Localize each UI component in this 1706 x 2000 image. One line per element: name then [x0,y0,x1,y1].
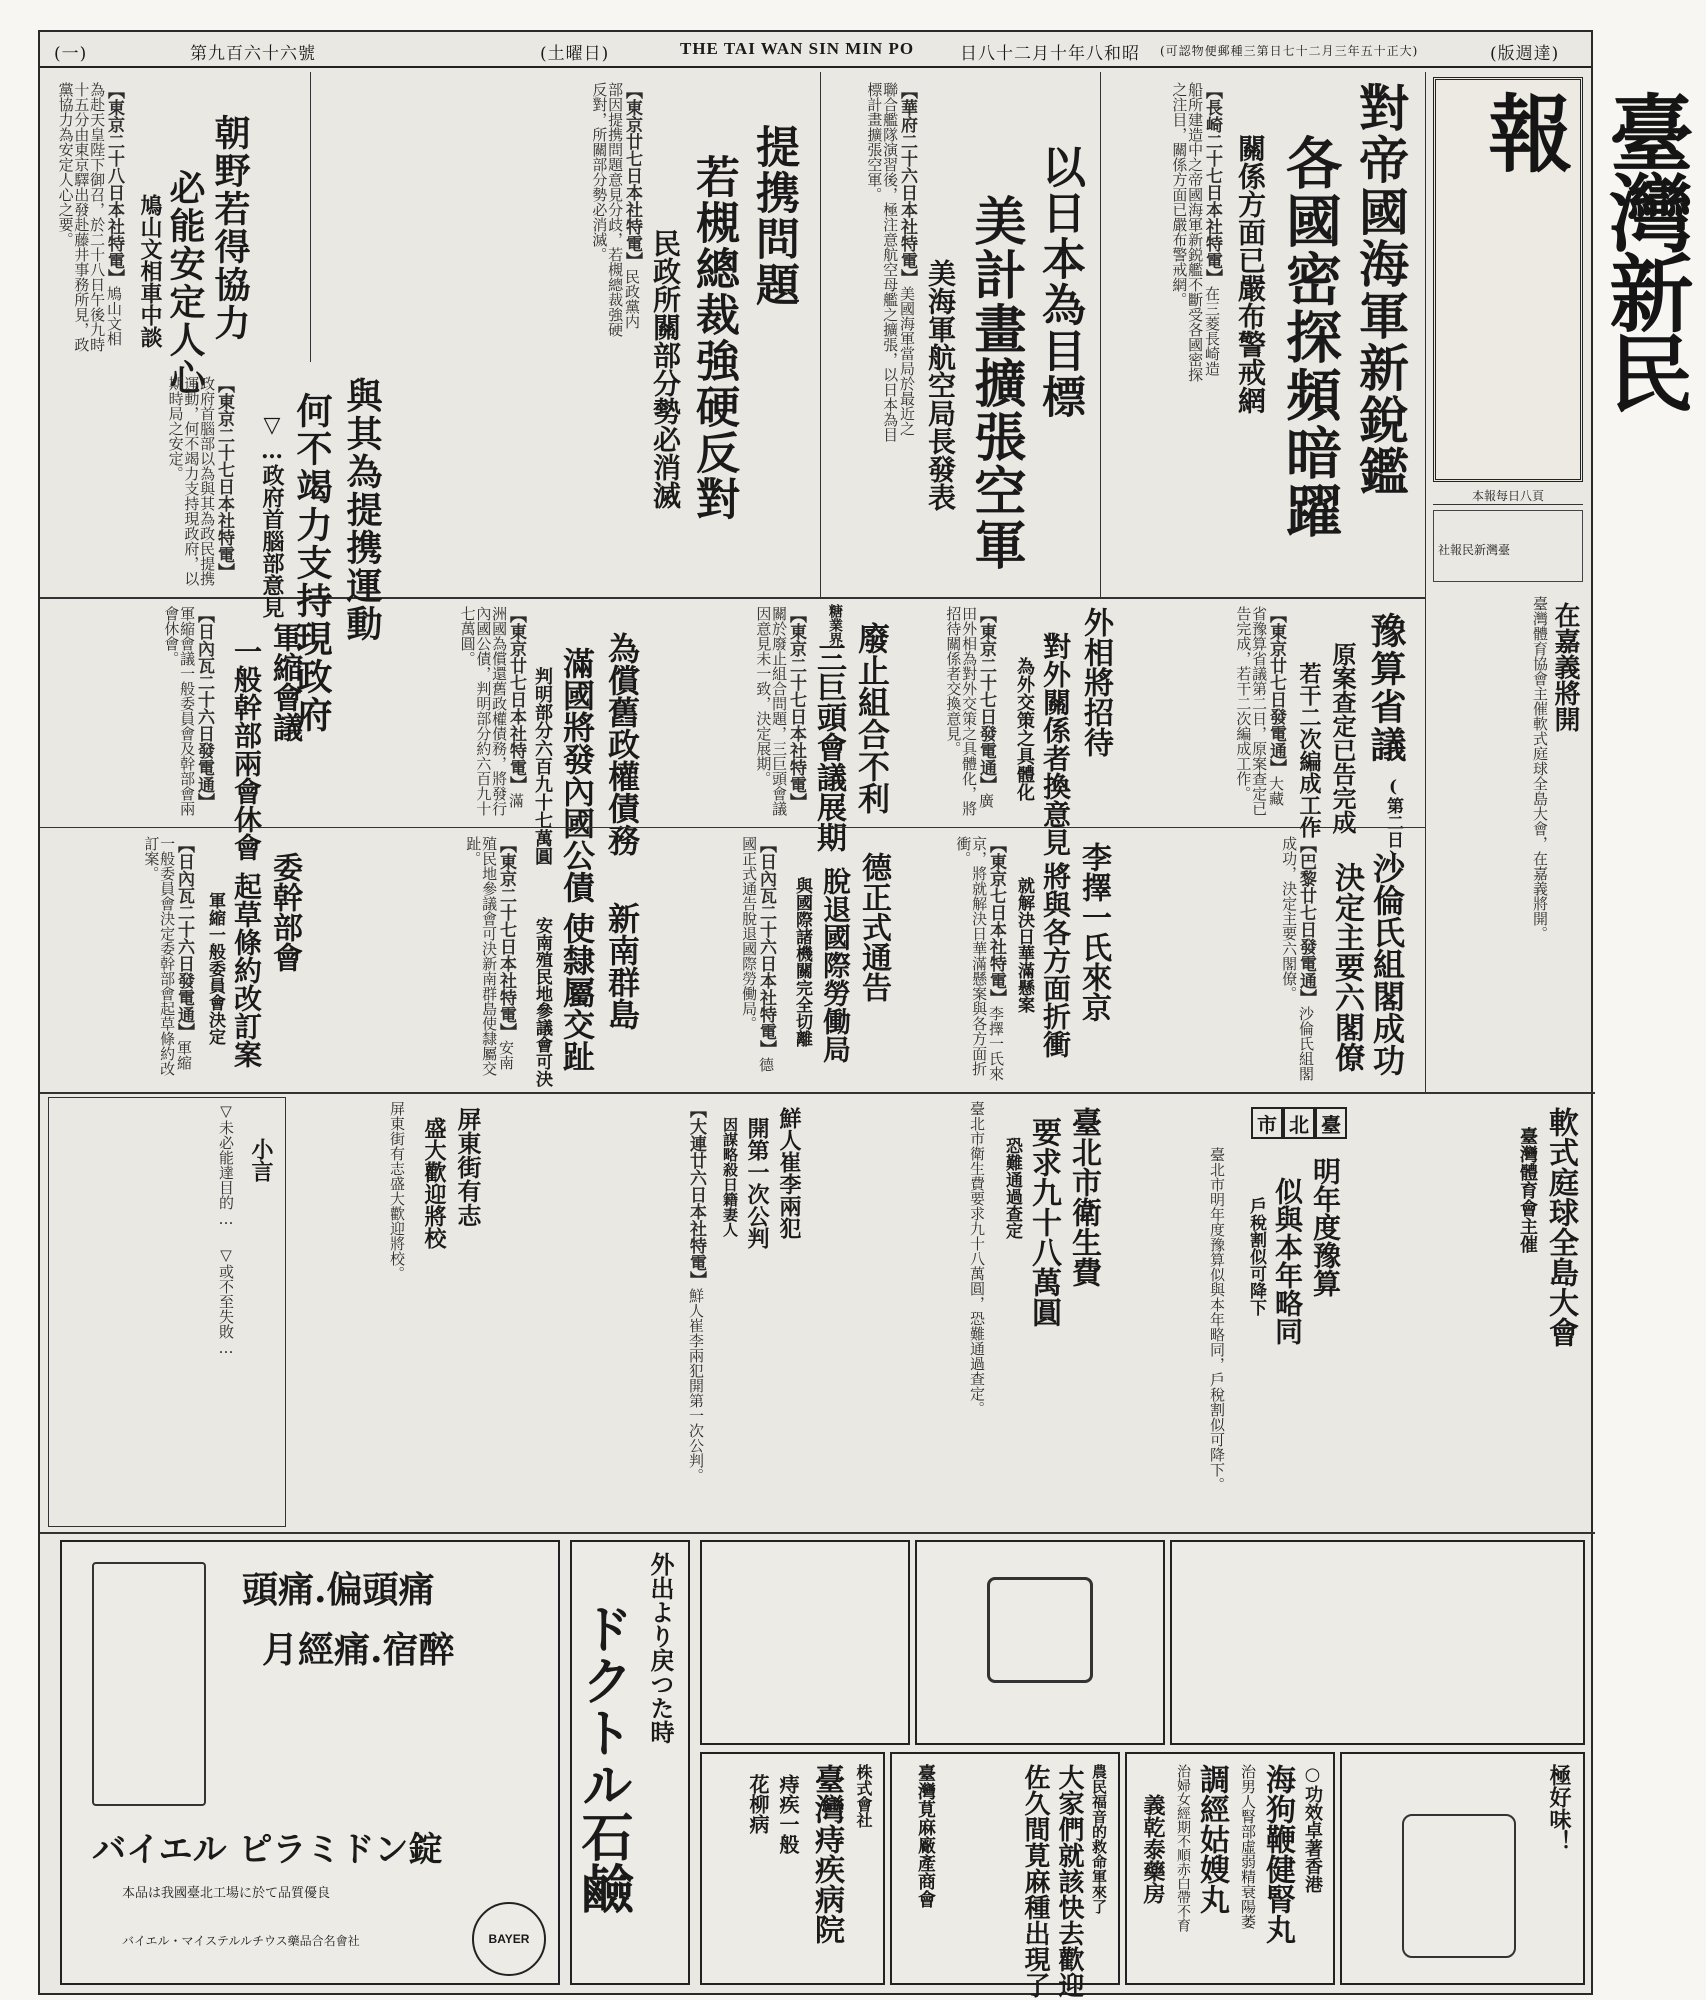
office-name: 社報民新灣臺 [1438,543,1511,557]
ad-gyoku-sub: 治婦女經期不順赤白帶不育 [1175,1764,1191,1932]
headline-heito-2: 盛大歡迎將校 [421,1117,447,1249]
body-text: 德國正式通告脫退國際勞働局。 [740,836,775,1072]
body-text: 李擇一氏來京，將就解決日華滿懸案與各方面折衝。 [954,836,1005,1081]
ad-rice-sub: 佐久間莧麻種出現了 [1020,1764,1050,1998]
ad-clock [915,1540,1165,1745]
article-body-kangi [1437,596,1547,1076]
body-text: 屏東街有志盛大歡迎將校。 [388,1101,406,1281]
body-text: 美國海軍當局於最近之聯合艦隊演習後，極注意航空母艦之擴張，以日本為目標計畫擴張空軍。 [865,82,916,442]
dateline: 【日內瓦二十六日發電通】 [194,606,214,810]
article-doitsu [660,832,905,1087]
column-kogen [48,1097,286,1527]
body-text: 安南殖民地參議會可決新南群島使隸屬交趾。 [464,836,515,1076]
headline-li-2: 將與各方面折衝 [1039,862,1072,1058]
body-text: 大藏省豫算省議第二日，原案查定已告完成，若干二次編成工作。 [1234,606,1285,816]
headline-eisei-3: 恐難通過查定 [1002,1137,1022,1239]
article-heito [290,1097,495,1527]
headline-budget-1: 明年度豫算 [1309,1157,1342,1297]
dateline: 【大連廿六日本社特電】 [686,1101,706,1288]
article-sangyo [660,602,905,852]
newspaper-page [38,30,1695,1998]
dateline: 【東京二十八日本社特電】 [104,82,124,286]
ad-soap-top: 外出より戻つた時 [646,1552,675,1744]
headline-manchu-2: 滿國將發內國公債 [558,647,596,903]
headline-kangi-2: 軟式庭球全島大會 [1543,1107,1578,1347]
article-kangi-lower [1360,1097,1590,1527]
clock-image [987,1577,1093,1683]
paper-romaji: THE TAI WAN SIN MIN PO [680,39,915,58]
dateline: 【華府二十六日本社特電】 [897,82,917,286]
dateline: 【東京廿七日本社特電】 [622,82,642,269]
article-body-sharon [1134,836,1314,1081]
headline-sharon-2: 決定主要六閣僚 [1329,862,1364,1072]
headline-teikei2-3: ▽…政府首腦部意見 [259,412,285,618]
ad-clinic-type: 株式會社 [854,1764,873,1828]
article-body-senjin [504,1101,704,1521]
row-rule [40,1092,1595,1094]
headline-eisei-1: 臺北市衛生費 [1066,1107,1101,1287]
ad-bayer [60,1540,560,1985]
headline-tokyo-2: 必能安定人心 [164,169,206,397]
headline-foreign-1: 外相將招待 [1078,607,1113,757]
ad-ship-schedule [700,1540,910,1745]
article-body-yosan [1134,606,1284,816]
bottle-image [1402,1814,1516,1958]
headline-tokyo-1: 朝野若得協力 [209,114,251,342]
headline-foreign-3: 為外交策之具體化 [1014,657,1035,801]
dateline: 【東京二十七日本社特電】 [786,606,806,810]
masthead-title: 臺灣新民報 [1475,90,1695,410]
article-body-budget [1124,1147,1224,1517]
headline-yosan-2: 原案查定已告完成 [1328,642,1357,834]
row-rule [40,597,1425,599]
headline-kanbu-2: 起草條約改訂案 [230,872,263,1068]
article-sharon [1130,832,1420,1087]
delivery-tag: (版週達) [1490,44,1560,64]
article-taihoku-budget [1120,1097,1355,1527]
ad-kaiken-head: 海狗鞭健腎丸 [1260,1764,1295,1944]
article-body-gunshuku [52,606,212,816]
headline-eisei-2: 要求九十八萬圓 [1026,1117,1061,1327]
headline-budget-2: 似與本年略同 [1271,1177,1304,1345]
row-rule [40,1532,1595,1534]
kogen-title: 小言 [248,1138,274,1182]
dateline: 【東京廿七日本社特電】 [506,606,526,793]
headline-heito-1: 屏東街有志 [453,1107,482,1227]
city-tag: 臺 [1315,1107,1347,1139]
headline-kanbu-3: 軍縮一般委員會決定 [205,892,225,1045]
body-text: 臺北市明年度豫算似與本年略同，戶稅割似可降下。 [1208,1147,1226,1492]
headline-nanyo-1: 新南群島 [603,902,641,1030]
headline-foreign-2: 對外關係者換意見 [1039,632,1072,856]
ad-gyoku-shop: 義乾泰藥房 [1140,1794,1166,1904]
headline-naval-3: 關係方面已嚴布警戒網 [1234,134,1267,414]
headline-manchu-1: 為償舊政權債務 [603,632,641,856]
article-senjin [500,1097,815,1527]
headline-budget-3: 戶稅割似可降下 [1246,1197,1266,1316]
article-body-sangyo [664,606,804,816]
headline-tokyo-3: 鳩山文相車中談 [137,194,163,348]
article-body-nanyo [329,836,514,1081]
row-rule [40,827,1425,828]
postal-notice: (可認物便郵種三第日七十二月三年五十正大) [1160,44,1419,58]
ad-kanba-name: 臺灣莧麻廠產商會 [915,1764,936,1908]
article-foreign [910,602,1125,856]
headline-sangyo-1: 廢止組合不利 [853,622,891,814]
dateline: 【東京廿七日發電通】 [1266,606,1286,776]
dateline: 【長崎二十七日本社特電】 [1202,82,1222,286]
ad-soap [570,1540,690,1985]
headline-doitsu-1: 德正式通告 [856,852,891,1002]
masthead [1433,77,1695,482]
ad-kaiken-sub: 治男人腎部虛弱精衰陽萎 [1239,1764,1257,1929]
industry-tag: 糖業界 [827,604,843,646]
column-rule [1425,72,1426,1092]
article-kanbu [48,832,316,1087]
article-gunshuku [48,602,316,861]
weekday: (土曜日) [540,44,610,64]
article-us-air [830,74,1095,594]
article-body-kanbu [52,836,192,1081]
headline-gunshuku-2: 一般幹部兩會休會 [230,637,263,861]
body-text: 在三菱長崎造船所建造中之帝國海軍新鋭艦不斷受各國密探之注目，關係方面已嚴布警戒網。 [1170,82,1221,382]
ad-soap-name: ドクトル石鹼 [572,1602,633,1914]
article-teikei [470,74,815,594]
ad-timetable [1170,1540,1585,1745]
column-rule [310,72,311,362]
ad-taste-head: 極好味！ [1546,1764,1572,1852]
headline-doitsu-2: 脫退國際勞働局 [819,867,852,1063]
body-text: 政府首腦部以為與其為政民提携運動，何不竭力支持現政府，以期時局之安定。 [166,376,217,586]
ad-clinic-sub: 花柳病 [746,1774,770,1834]
headline-yosan-1b: (第二日) [1383,777,1403,868]
article-body-heito [294,1101,404,1521]
medicine-box-image [92,1562,206,1806]
body-text: 鮮人崔李兩犯開第一次公判。 [687,1288,705,1483]
kogen-body: ▽未必能達目的… ▽或不至失敗… [217,1102,235,1357]
headline-li-1: 李擇一氏來京 [1076,842,1111,1022]
page-header [40,32,1591,68]
article-body-tokyo [52,82,122,352]
headline-nanyo-3: 安南殖民地參議會可決 [532,917,552,1087]
ad-bayer-top: 頭痛.偏頭痛 [242,1569,435,1611]
article-eisei [820,1097,1115,1527]
dateline: 【東京二十七日本社特電】 [214,376,234,580]
ad-bayer-maker: バイエル・マイステルルチウス藥品合名會社 [122,1934,360,1948]
ad-kampo [1125,1752,1335,1985]
headline-li-3: 就解決日華滿懸案 [1014,877,1034,1013]
headline-yosan-3: 若干二次編成工作 [1296,662,1322,838]
city-tag: 北 [1283,1107,1315,1139]
headline-manchu-3: 判明部分六百九十七萬圓 [532,667,553,865]
body-text: 臺北市衛生費要求九十八萬圓，恐難通過查定。 [968,1101,986,1416]
dateline: 【東京二十七日本社特電】 [496,836,516,1040]
ad-clinic-name: 臺灣痔疾病院 [809,1764,844,1944]
article-body-manchu [324,606,524,816]
headline-nanyo-2: 使隸屬交趾 [558,912,596,1072]
article-body-foreign [914,606,994,816]
article-manchu [320,602,655,903]
headline-teikei-3: 民政所關部分勢必消滅 [649,229,682,509]
masthead-info-box [1433,510,1583,582]
headline-teikei2-1: 與其為提携運動 [341,377,383,643]
headline-gunshuku-1: 軍縮會議 [267,622,302,742]
headline-senjin-3: 因謀略殺日籍妻人 [721,1117,739,1237]
headline-sharon-1: 沙倫氏組閣成功 [1368,852,1406,1076]
body-text: 滿洲國為償還舊政權債務，將發行內國公債，判明部分約六百九十七萬圓。 [458,606,525,816]
dateline: 【巴黎廿七日發電通】 [1296,836,1316,1006]
city-tag: 市 [1251,1107,1283,1139]
ad-hongkong: ○功效卓著香港 [1302,1764,1323,1893]
dateline: 【日內瓦二十六日發電通】 [174,836,194,1040]
headline-naval-2: 各國密探頻暗躍 [1277,134,1343,540]
ad-rice-head: 大家們就該快去歡迎 [1054,1764,1084,1998]
headline-us-2: 美計畫擴張空軍 [965,194,1026,572]
article-body-teikei [480,82,640,342]
body-text: 關於廢止組合問題，三巨頭會議因意見未一致，決定展期。 [754,606,789,816]
page-number: (一) [54,44,88,64]
dateline: 【東京二十七日發電通】 [976,606,996,793]
ad-bayer-name: バイエル ピラミドン錠 [92,1830,443,1870]
headline-us-1: 以日本為目標 [1034,144,1085,420]
column-rule [1100,72,1101,597]
price-label: 本報每日八頁 [1433,487,1583,505]
headline-teikei-2: 若槻總裁強硬反對 [688,154,739,522]
headline-sangyo-2: 三巨頭會議展期 [811,642,846,852]
ad-gyoku-head: 調經姑嫂丸 [1194,1764,1229,1914]
article-kangi [1433,592,1588,1087]
article-body-teikei2 [52,376,232,586]
headline-kanbu-1: 委幹部會 [267,852,302,972]
headline-us-3: 美海軍航空局長發表 [924,259,957,511]
article-body-naval [1115,82,1220,382]
article-body-us [835,82,915,442]
ad-rice-lead: 農民福音的救命軍來了 [1090,1764,1108,1914]
headline-senjin-2: 開第一次公判 [744,1117,770,1249]
ad-bayer-mid: 月經痛.宿醉 [262,1629,455,1671]
body-text: 鳩山文相為赴天皇陛下御召，於二十八日午後九時十五分由東京驛出發赴藤井事務所見，政黨協力為安定人心之要。 [56,82,123,352]
ad-clinic [700,1752,885,1985]
body-text: 廣田外相為對外交策之具體化，將招待關係者交換意見。 [944,606,995,816]
dateline: 【東京七日本社特電】 [986,836,1006,1006]
ad-rice [890,1752,1120,1998]
headline-doitsu-3: 與國際諸機關完全切離 [792,877,812,1047]
headline-teikei2-2: 何不竭力支持現政府 [291,392,333,734]
article-body-li [914,836,1004,1081]
body-text: 沙倫氏組閣成功，決定主要六閣僚。 [1280,836,1315,1081]
article-tokyo [48,74,306,397]
dateline: 【日內瓦二十六日本社特電】 [756,836,776,1057]
ad-clinic-spec: 痔疾一般 [776,1774,800,1854]
headline-naval-1: 對帝國海軍新銳鑑 [1351,82,1410,498]
body-text: 臺灣體育協會主催軟式庭球全島大會，在嘉義將開。 [1531,596,1549,941]
bayer-cross-logo: BAYER [472,1902,546,1976]
headline-senjin-1: 鮮人崔李兩犯 [776,1107,802,1239]
issue-date: 日八十二月十年八和昭 [960,44,1140,64]
article-body-doitsu [664,836,774,1081]
headline-yosan-1: 豫算省議 [1365,612,1407,764]
headline-teikei-1: 提携問題 [748,124,799,308]
headline-kangi-1: 在嘉義將開 [1550,602,1580,732]
article-li [910,832,1125,1087]
body-text: 軍縮會議一般委員會及幹部會兩會休會。 [162,606,197,816]
issue-number: 第九百六十六號 [190,44,316,64]
body-text: 民政黨内部因提携問題意見分歧，若槻總裁強硬反對，所關部分勢必消滅。 [590,82,641,337]
ad-bayer-note: 本品は我國臺北工場に於て品質優良 [122,1886,331,1901]
headline-kangi-3: 臺灣體育會主催 [1517,1127,1538,1253]
ad-taste [1340,1752,1585,1985]
article-naval [1110,74,1420,594]
article-yosan [1130,602,1420,868]
article-nanyo [325,832,655,1087]
article-body-eisei [824,1101,984,1521]
body-text: 軍縮一般委員會決定委幹部會起草條約改訂案。 [142,836,193,1076]
column-rule [820,72,821,597]
